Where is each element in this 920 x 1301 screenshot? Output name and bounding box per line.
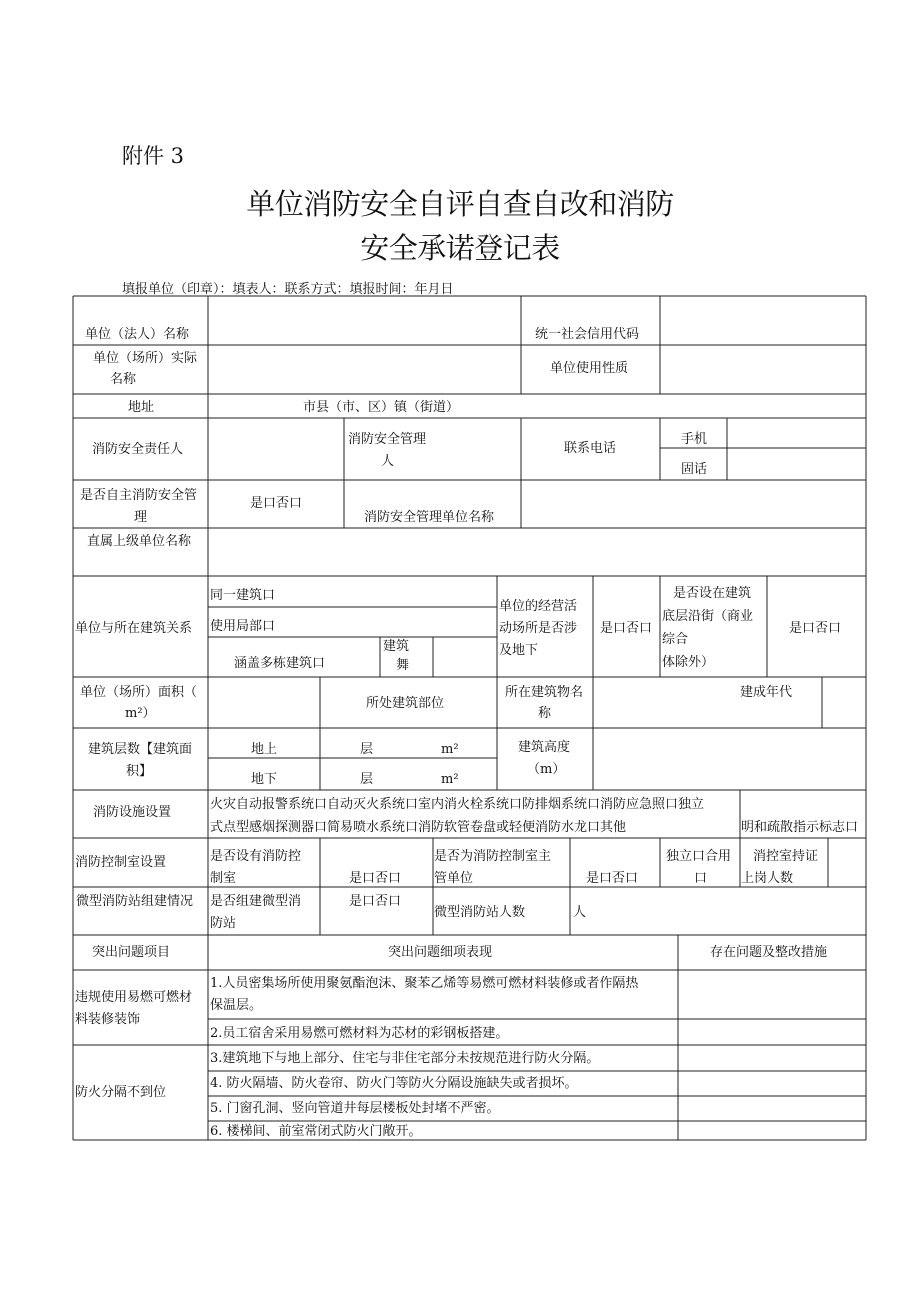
issue-detail-6: 6. 楼梯间、前室常闭式防火门敞开。 — [210, 1124, 422, 1139]
label-business-underground-2: 动场所是否涉 — [499, 621, 578, 636]
label-main-unit-2: 管单位 — [434, 871, 474, 886]
issue-decoration-label-2: 料装修装饰 — [75, 1012, 141, 1027]
label-superior-unit: 直属上级单位名称 — [87, 534, 192, 549]
label-independent-2[interactable]: 口 — [694, 871, 708, 886]
form-title-line1: 单位消防安全自评自查自改和消防 — [246, 187, 674, 221]
label-built-year: 建成年代 — [740, 685, 793, 700]
label-self-management-2: 理 — [134, 510, 148, 525]
label-below-m2: m² — [441, 772, 459, 787]
label-area-1: 单位（场所）面积（ — [80, 685, 198, 700]
label-building-relation: 单位与所在建筑关系 — [75, 621, 193, 636]
form-title-line2: 安全承诺登记表 — [360, 231, 560, 265]
attachment-label: 附件 3 — [122, 144, 185, 168]
label-building-height-2: （m） — [527, 762, 566, 777]
label-safety-manager-2: 人 — [381, 454, 395, 469]
label-above-ground: 地上 — [251, 742, 278, 757]
label-business-underground-3: 及地下 — [499, 643, 539, 658]
street-front-checkbox[interactable]: 是口否口 — [789, 621, 842, 636]
label-below-ground: 地下 — [251, 772, 278, 787]
label-building-part: 所处建筑部位 — [366, 696, 445, 711]
issue-detail-1b: 保温层。 — [210, 998, 263, 1013]
label-street-front-4: 体除外） — [662, 655, 715, 670]
label-actual-name-2: 名称 — [110, 372, 137, 387]
label-micro-built-1: 是否组建微型消 — [210, 894, 302, 909]
label-independent-1[interactable]: 独立口合用 — [666, 849, 732, 864]
facilities-line-1[interactable]: 火灾自动报警系统口自动灭火系统口室内消火栓系统口防排烟系统口消防应急照口独立 — [210, 797, 705, 812]
control-room-checkbox[interactable]: 是口否口 — [349, 871, 402, 886]
header-issue-item: 突出问题项目 — [92, 945, 171, 960]
label-usage: 单位使用性质 — [550, 361, 629, 376]
issue-detail-2: 2.员工宿舍采用易燃可燃材料为芯材的彩钢板搭建。 — [210, 1026, 509, 1041]
fill-info-line: 填报单位（印章）：填表人：联系方式：填报时间：年月日 — [122, 282, 454, 297]
cover-multi-checkbox[interactable]: 涵盖多栋建筑口 — [234, 656, 326, 671]
issue-detail-4: 4. 防火隔墙、防火卷帘、防火门等防火分隔设施缺失或者损坏。 — [210, 1076, 578, 1091]
label-mobile: 手机 — [681, 432, 708, 447]
main-unit-checkbox[interactable]: 是口否口 — [586, 871, 639, 886]
label-building-name-1: 所在建筑物名 — [505, 685, 584, 700]
issue-detail-1a: 1.人员密集场所使用聚氨酯泡沫、聚苯乙烯等易燃可燃材料装修或者作隔热 — [210, 976, 639, 991]
label-unit-name: 单位（法人）名称 — [85, 327, 190, 342]
label-main-unit-1: 是否为消防控制室主 — [434, 849, 552, 864]
facilities-right[interactable]: 明和疏散指示标志口 — [741, 820, 859, 835]
label-phone: 联系电话 — [564, 441, 617, 456]
label-micro-station: 微型消防站组建情况 — [76, 894, 194, 909]
label-actual-name-1: 单位（场所）实际 — [93, 351, 198, 366]
issue-decoration-label-1: 违规使用易燃可燃材 — [75, 990, 193, 1005]
label-above-m2: m² — [441, 742, 459, 757]
header-issue-fix: 存在问题及整改措施 — [710, 945, 828, 960]
address-format: 市县（市、区）镇（街道） — [303, 400, 460, 415]
issue-detail-3: 3.建筑地下与地上部分、住宅与非住宅部分未按规范进行防火分隔。 — [210, 1051, 600, 1066]
label-has-control-room-1: 是否设有消防控 — [210, 849, 302, 864]
label-building-1: 建筑 — [383, 639, 410, 654]
label-street-front-1: 是否设在建筑 — [673, 586, 752, 601]
label-landline: 固话 — [681, 462, 708, 477]
label-floors-1: 建筑层数【建筑面 — [88, 742, 193, 757]
label-below-floor-unit: 层 — [360, 772, 374, 787]
label-safety-head: 消防安全责任人 — [92, 442, 184, 457]
issue-detail-5: 5. 门窗孔洞、竖向管道井每层楼板处封堵不严密。 — [210, 1101, 500, 1116]
header-issue-detail: 突出问题细项表现 — [388, 945, 493, 960]
label-building-name-2: 称 — [538, 706, 552, 721]
label-area-2: m²） — [125, 706, 156, 721]
label-person-unit: 人 — [573, 905, 587, 920]
micro-station-checkbox[interactable]: 是口否口 — [349, 894, 402, 909]
label-street-front-3: 综合 — [662, 632, 689, 647]
label-above-floor-unit: 层 — [360, 742, 374, 757]
label-micro-count: 微型消防站人数 — [434, 905, 526, 920]
label-address: 地址 — [128, 400, 155, 415]
label-self-management-1: 是否自主消防安全管 — [80, 488, 198, 503]
label-micro-built-2: 防站 — [210, 916, 237, 931]
label-credit-code: 统一社会信用代码 — [535, 327, 640, 342]
label-floors-2: 积】 — [126, 764, 153, 779]
label-facilities: 消防设施设置 — [93, 805, 172, 820]
self-management-checkbox[interactable]: 是口否口 — [250, 496, 303, 511]
label-certified-staff-2: 上岗人数 — [741, 871, 794, 886]
label-street-front-2: 底层沿街（商业 — [662, 609, 754, 624]
label-building-height-1: 建筑高度 — [518, 740, 571, 755]
label-business-underground-1: 单位的经营活 — [499, 599, 578, 614]
same-building-checkbox[interactable]: 同一建筑口 — [210, 588, 276, 603]
facilities-line-2[interactable]: 式点型感烟探测器口简易喷水系统口消防软管卷盘或轻便消防水龙口其他 — [210, 820, 627, 835]
label-safety-manager-1: 消防安全管理 — [348, 432, 427, 447]
underground-checkbox[interactable]: 是口否口 — [600, 621, 653, 636]
label-certified-staff-1: 消控室持证 — [753, 849, 819, 864]
label-management-unit-name: 消防安全管理单位名称 — [364, 510, 495, 525]
label-has-control-room-2: 制室 — [210, 871, 237, 886]
issue-fire-separation-label: 防火分隔不到位 — [75, 1085, 167, 1100]
label-building-2: 舞 — [396, 658, 410, 673]
use-part-checkbox[interactable]: 使用局部口 — [210, 619, 276, 634]
label-control-room: 消防控制室设置 — [75, 855, 167, 870]
